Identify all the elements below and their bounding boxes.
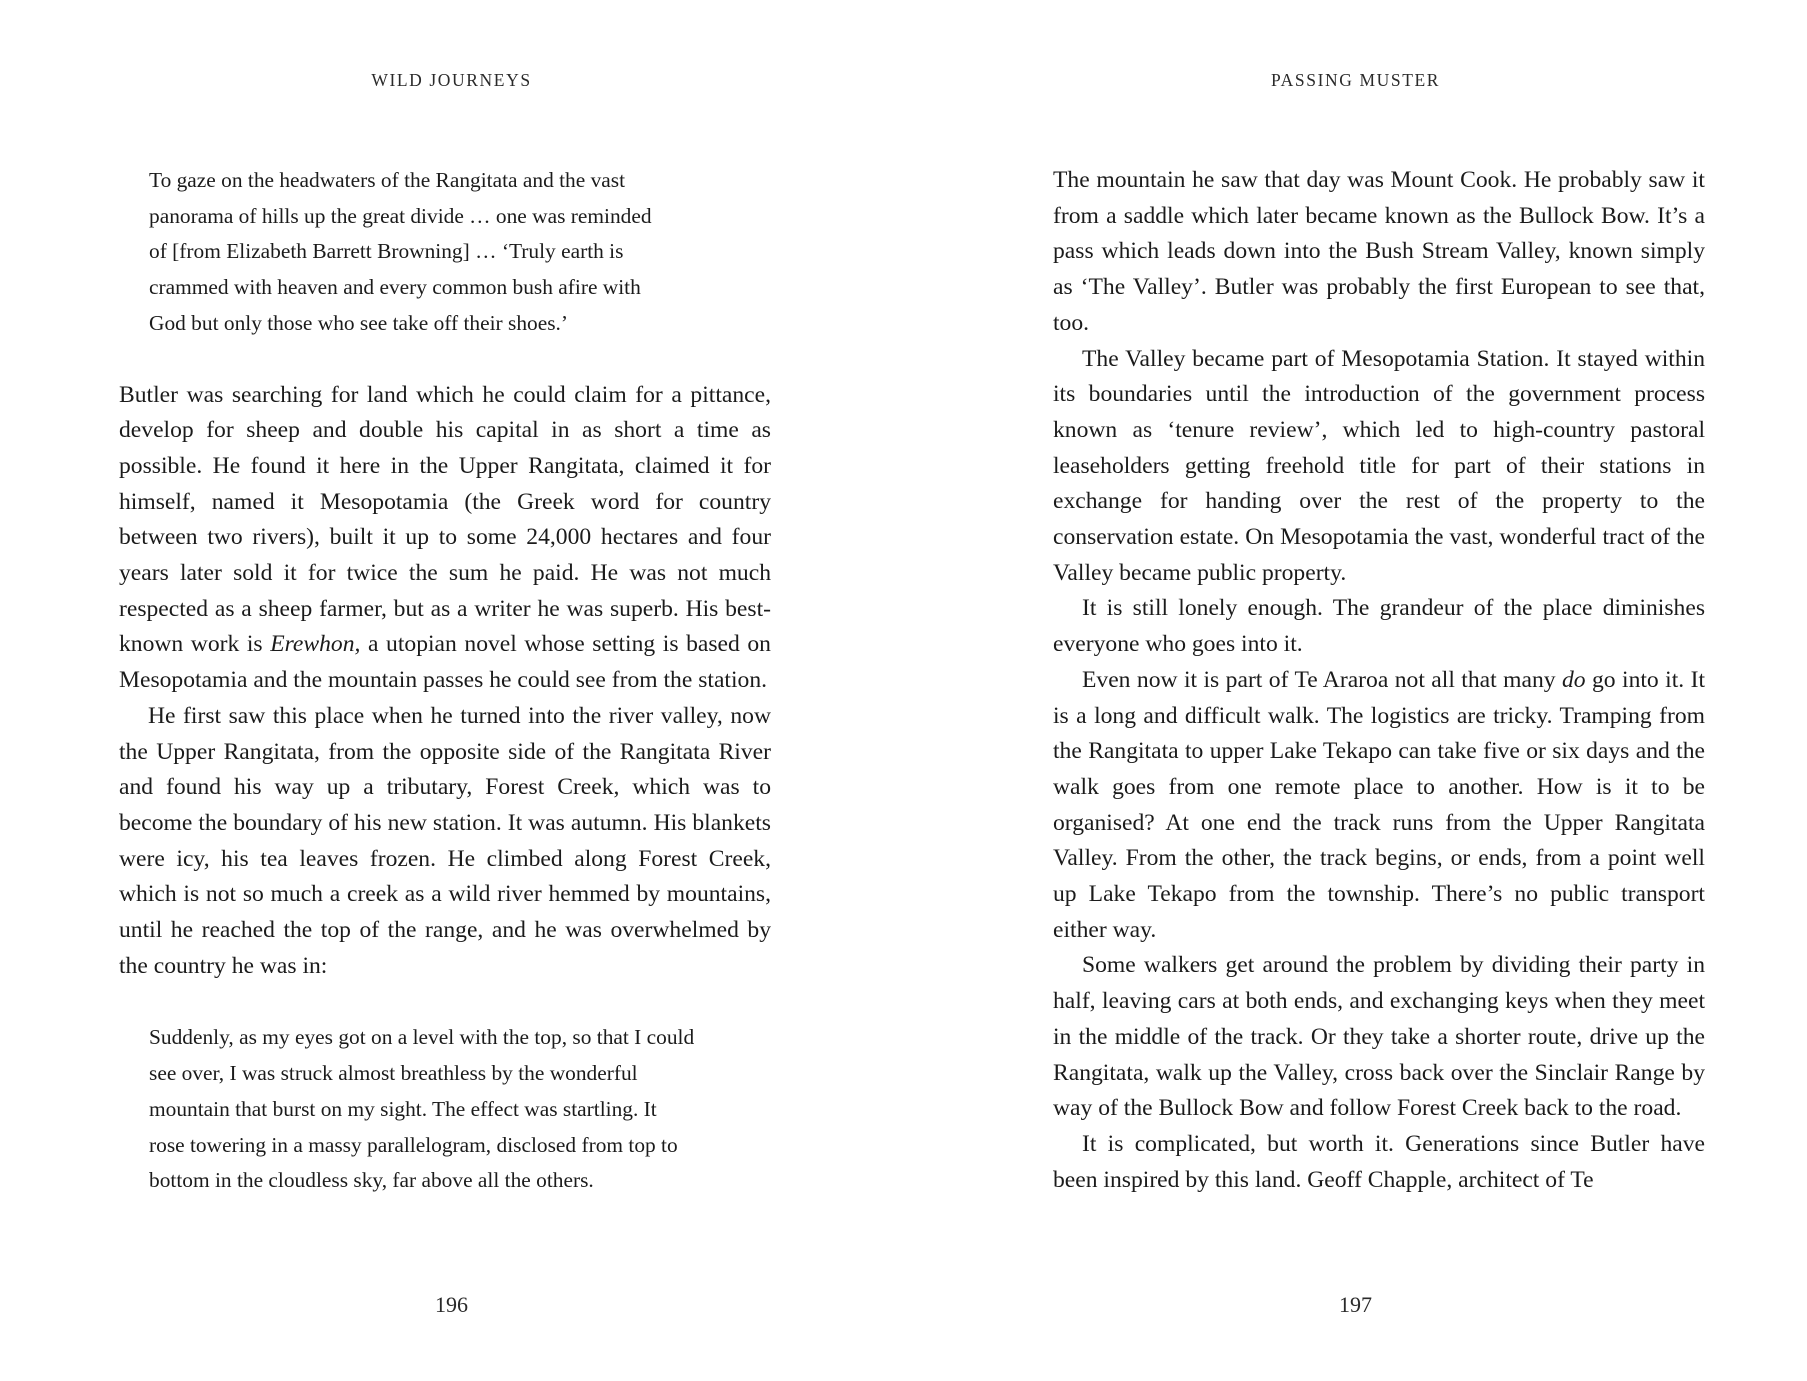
- paragraph: The Valley became part of Mesopotamia Station. It stayed within its boundaries until the introduction of the government process known as ‘tenure review’, which led to high-country pastoral leaseholders getting freehold title for part of their stations in exchange for handing over the rest of the property to the conservation estate. On Mesopotamia the vast, wonderful tract of the Valley became public property.: [1053, 345, 1705, 586]
- quote-line: of [from Elizabeth Barrett Browning] … ‘Truly earth is: [149, 239, 624, 264]
- quote-line: God but only those who see take off their shoes.’: [149, 310, 569, 335]
- paragraph-text: Butler was searching for land which he could claim for a pittance, develop for sheep and double his capital in as short a time as possible. He found it here in the Upper Rangitata, claimed it for himself, named it Mesopotamia (the Greek word for country between two rivers), built it up to some 24,000 hectares and four years later sold it for twice the sum he paid. He was not much respected as a sheep farmer, but as a writer he was superb. His best-known work is: [119, 381, 771, 658]
- paragraph: The mountain he saw that day was Mount Cook. He probably saw it from a saddle which later became known as the Bullock Bow. It’s a pass which leads down into the Bush Stream Valley, known simply as ‘The Valley’. Butler was probably the first European to see that, too.: [1053, 167, 1705, 336]
- quote-line: rose towering in a massy parallelogram, disclosed from top to: [149, 1132, 678, 1157]
- paragraph: [119, 378, 771, 699]
- paragraph: He first saw this place when he turned into the river valley, now the Upper Rangitata, from the opposite side of the Rangitata River and found his way up a tributary, Forest Creek, which was to become the boundary of his new station. It was autumn. His blankets were icy, his tea leaves frozen. He climbed along Forest Creek, which is not so much a creek as a wild river hemmed by mountains, until he reached the top of the range, and he was overwhelmed by the country he was in:: [119, 702, 771, 979]
- block-quote-browning: [149, 163, 771, 342]
- paragraph: It is complicated, but worth it. Generations since Butler have been inspired by this land. Geoff Chapple, architect of Te: [1053, 1130, 1705, 1193]
- paragraph: [1053, 663, 1705, 949]
- running-head: PASSING MUSTER: [1270, 70, 1441, 90]
- quote-line: mountain that burst on my sight. The effect was startling. It: [149, 1096, 657, 1121]
- right-page-text: [1053, 163, 1705, 1198]
- quote-line: see over, I was struck almost breathless by the wonderful: [149, 1061, 638, 1086]
- left-page: [0, 0, 903, 1381]
- book-title-italic: Erewhon,: [270, 631, 361, 658]
- left-page-text: [119, 163, 771, 1199]
- quote-line: bottom in the cloudless sky, far above all the others.: [149, 1168, 594, 1193]
- quote-line: crammed with heaven and every common bush afire with: [149, 275, 641, 300]
- paragraph: It is still lonely enough. The grandeur of the place diminishes everyone who goes into it.: [1053, 595, 1705, 658]
- paragraph-text: Even now it is part of Te Araroa not all that many: [1082, 666, 1562, 693]
- quote-line: panorama of hills up the great divide … one was reminded: [149, 203, 652, 228]
- paragraph-text: go into it. It is a long and difficult walk. The logistics are tricky. Tramping from the Rangitata to upper Lake Tekapo can take five or six days and the walk goes from one remote place to another. How is it to be organised? At one end the track runs from the Upper Rangitata Valley. From the other, the track begins, or ends, from a point well up Lake Tekapo from the township. There’s no public transport either way.: [1053, 666, 1705, 943]
- page-number: 196: [435, 1292, 468, 1317]
- block-quote-butler: [149, 1020, 771, 1199]
- paragraph-text: a utopian novel whose setting is based on Mesopotamia and the mountain passes he could see from the station.: [119, 631, 771, 694]
- emphasis-italic: do: [1561, 666, 1586, 693]
- paragraph: Some walkers get around the problem by dividing their party in half, leaving cars at both ends, and exchanging keys when they meet in the middle of the track. Or they take a shorter route, drive up the Rangitata, walk up the Valley, cross back over the Sinclair Range by way of the Bullock Bow and follow Forest Creek back to the road.: [1053, 952, 1705, 1122]
- quote-line: To gaze on the headwaters of the Rangitata and the vast: [149, 168, 626, 192]
- right-page: [904, 0, 1807, 1381]
- page-number: 197: [1339, 1292, 1372, 1317]
- quote-line: Suddenly, as my eyes got on a level with the top, so that I could: [149, 1025, 695, 1050]
- running-head: WILD JOURNEYS: [371, 70, 532, 90]
